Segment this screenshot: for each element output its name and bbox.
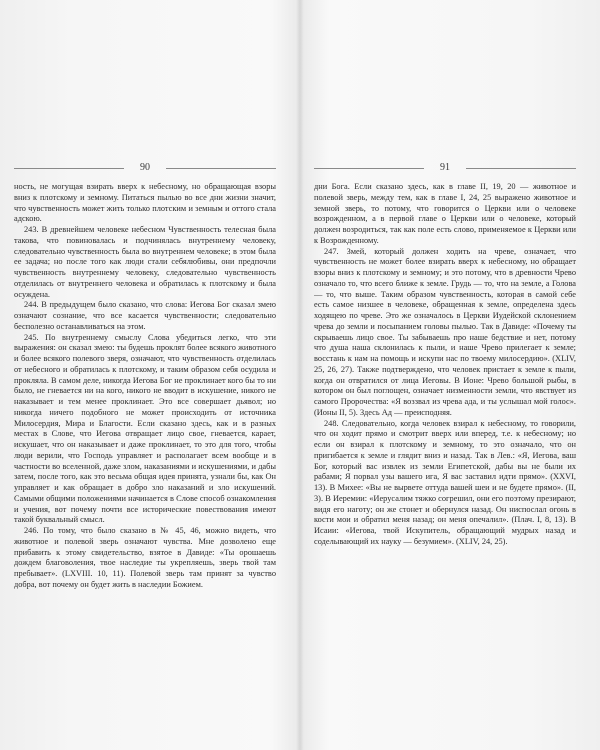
right-page-text xyxy=(314,182,576,548)
left-page-text xyxy=(14,182,276,591)
paragraph: 246. По тому, что было сказано в № 45, 46, можно видеть, что животное и полевой зверь означают чувства. Мне дозволено еще прибавить к этому свидетельство, взятое в Давиде: «Ты орошаешь дождем благоволения, твое наследие ты укрепляешь, зверь твой там пребывает». (LXVIII. 10, 11). Полевой зверь там принят за чувство добра, вот почему он будет жить в наследии Божием. xyxy=(14,526,276,589)
paragraph: 247. Змей, который должен ходить на чреве, означает, что чувственность не может более взирать вверх к небесному, но обращает взоры вниз к плотскому и земному; и это потому, что в древности Чрево означало то, что всего ближе к земле. Грудь — то, что на земле, а Голова — то, что выше. Таким образом чувственность, которая в самой себе есть самое низшее в человеке, обращенная к земле, определена здесь ходящею по чреве. Это же означалось в Церкви Иудейской склонением чрева до земли и посыпанием головы пылью. Так в Давиде: «Почему ты скрываешь лицо свое. Ты забываешь про наше бедствие и нет, потому что душа наша склонилась к пыли, и наше Чрево прилегает к земле; восстань к нам на помощь и искупи нас по твоему милосердию». (XLIV, 25, 26, 27). Также подтверждено, что человек пристает к земле к пыли, когда он отвратился от лица Иеговы. В Ионе: Чрево большой рыбы, в котором он был поглощен, означает низменности земли, что явствует из самого Пророчества: «Я воззвал из чрева ада, и ты услышал мой голос». (Ионы II, 5). Здесь Ад — преисподняя. xyxy=(314,246,576,417)
paragraph: 244. В предыдущем было сказано, что слова: Иегова Бог сказал змею означают сознание, что все касается чувственности; следовательно бесполезно останавливаться на этом. xyxy=(14,300,276,331)
right-page xyxy=(314,160,576,720)
paragraph: дни Бога. Если сказано здесь, как в главе II, 19, 20 — животное и полевой зверь, между тем, как в главе I, 24, 25 выражено животное и земной зверь, то потому, что говорится о Церкви или о человеке возрожденном, а в первой главе о Церкви или о человеке, который должен возродиться, так как поле есть слово, применяемое к Церкви или к Возрожденному. xyxy=(314,182,576,245)
paragraph: ность, не могущая взирать вверх к небесному, но обращающая взоры вниз к плотскому и земному. Питаться пылью во все дни жизни значит, что чувственность может жить только плотским и земным и оттого стала адскою. xyxy=(14,182,276,224)
left-page-header xyxy=(14,160,276,176)
paragraph: 243. В древнейшем человеке небесном Чувственность телесная была такова, что повиновалась и подчинялась внутреннему человеку, следовательно чувственность была во внутреннем человеке; в этом была ее задача; но после того как люди стали себялюбивы, они предпочли чувственность внутреннему человеку, следовательно чувственность отделилась от внутреннего человека и обратилась к плотскому и была осуждена. xyxy=(14,225,276,299)
paragraph: 248. Следовательно, когда человек взирал к небесному, то говорили, что он ходит прямо и смотрит вверх или вперед, т.е. к небесному; но если он взирал к плотскому и земному, то это означало, что он пригибается к земле и глядит вниз и назад. Так в Лев.: «Я, Иегова, ваш Бог, который вас извлек из земли Египетской, дабы вы не были их рабами; Я порвал узы вашего ига, Я вас заставил идти прямо». (XXVI, 13). В Михее: «Вы не вырвете оттуда вашей шеи и не будете прямо». (II, 3). В Иеремии: «Иерусалим тяжко согрешил, они его поэтому презирают, видя его наготу; он же стонет и обернулся назад. Он ниспослал огонь в кости мои и обратил меня назад; он меня опечалил». (Плач. I, 8, 13). В Исаии: «Иегова, твой Искупитель, обращающий мудрых назад и соделывающий их науку — безумием». (XLIV, 24, 25). xyxy=(314,418,576,546)
right-page-header xyxy=(314,160,576,176)
page-number: 90 xyxy=(140,162,150,173)
header-rule xyxy=(166,168,276,169)
paragraph: 245. По внутреннему смыслу Слова убедиться легко, что эти выражения: он сказал змею: ты будешь проклят более всякого животного и более всякого полевого зверя, означают, что чувственность отделилась от небесного и обратилась к плотскому, и таким образом себя осудила и прокляла. В самом деле, никогда Иегова Бог не проклинает кого бы то ни было, не гневается ни на кого, никого не вводит в искушение, никого не наказывает и тем менее проклинает. Это все совершает дьявол; но никогда ничего подобного не может происходить от источника Милосердия, Мира и Благости. Если сказано здесь, как и в разных местах в Слове, что Иегова отвращает лицо свое, гневается, карает, искушает, что он наказывает и даже проклинает, то это для того, чтобы люди верили, что Господь управляет и располагает всем вообще и в частности во вселенной, даже злом, наказаниями и искушениями, и дабы затем, после того, как это весьма общая идея принята, узнали бы, как Он управляет и как обращает в добро зло наказаний и зло искушений. Самыми общими положениями начинается в Слове способ ознакомления и учения, вот почему почти все исторические повествования имеют такой буквальный смысл. xyxy=(14,332,276,525)
page-number: 91 xyxy=(440,162,450,173)
book-gutter xyxy=(296,0,304,750)
left-page xyxy=(14,160,276,720)
header-rule xyxy=(466,168,576,169)
